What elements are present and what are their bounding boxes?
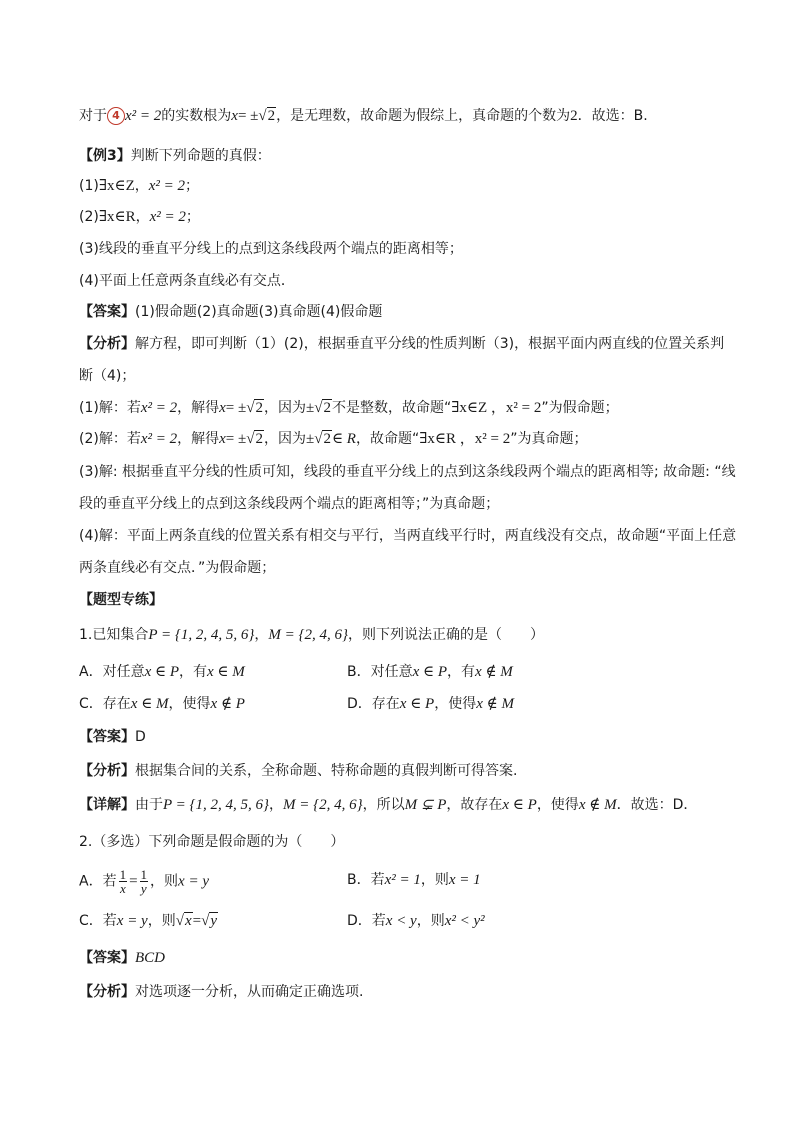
example3-item-4: (4)平面上任意两条直线必有交点． (79, 273, 295, 289)
math-quote-z: ∃x∈Z ，x² = 2 (451, 400, 542, 416)
numerator: 1 (119, 867, 127, 882)
text: ，则 (150, 873, 179, 890)
item-number: (2) (79, 209, 99, 225)
text: ，因为 (263, 431, 306, 447)
math: x² < y² (444, 913, 485, 929)
item-number: (1) (79, 178, 99, 194)
text: ，则 (147, 913, 176, 929)
text: ，解得 (177, 431, 220, 447)
math-quote-r: ∃x∈R ，x² = 2 (419, 431, 511, 447)
math: x = 1 (448, 872, 481, 888)
math-eq-pm: = ± (237, 108, 259, 124)
text: 的实数根为 (161, 108, 232, 124)
math: x < y (385, 913, 417, 929)
math-sqrt-x: x (184, 913, 192, 929)
q2-option-d (347, 911, 485, 931)
sep: ， (134, 178, 149, 194)
text: ，有 (179, 664, 208, 680)
text: C．存在 (79, 696, 131, 712)
sqrt-symbol: √ (201, 913, 210, 929)
solution-1 (79, 398, 619, 418)
example-tag: 【例3】 (79, 148, 131, 164)
fraction-1-over-y (140, 868, 149, 895)
math: x ∈ P (502, 797, 537, 813)
example3-analysis-line-1 (79, 334, 724, 354)
math-sqrt-2: 2 (255, 431, 263, 447)
math-x2eq2: x² = 2 (125, 108, 162, 124)
answer-tag: 【答案】 (79, 729, 135, 745)
text: ．故选：D． (616, 797, 698, 813)
sqrt-symbol: √ (175, 913, 184, 929)
solution-4-line-2: 两条直线必有交点．”为假命题； (79, 560, 276, 576)
math-set-p: P = {1, 2, 4, 5, 6} (163, 797, 270, 813)
text: 不是整数，故命题“ (331, 400, 452, 416)
math-subset: M ⊊ P (404, 797, 447, 813)
q1-option-c (79, 694, 245, 714)
math: x = y (178, 873, 209, 890)
solution-3-line-2: 段的垂直平分线上的点到这条线段两个端点的距离相等；”为真命题； (79, 496, 500, 512)
math-exists-r: ∃x∈R (98, 209, 136, 225)
answer-text: BCD (135, 950, 165, 966)
text: ，使得 (536, 797, 579, 813)
solution-2 (79, 429, 587, 449)
equals: = (192, 913, 202, 929)
answer-text: (1)假命题(2)真命题(3)真命题(4)假命题 (135, 304, 383, 320)
math: x ∉ M (475, 664, 513, 680)
fraction-1-over-x (119, 868, 128, 895)
text: ，则 (420, 872, 449, 888)
text: ，故存在 (446, 797, 503, 813)
text: ，是无理数，故命题为假综上，真命题的个数为 (276, 108, 571, 124)
example3-answer (79, 302, 382, 322)
math: x ∉ P (210, 696, 245, 712)
analysis-text: 解方程，即可判断（1）(2)，根据垂直平分线的性质判断（3)，根据平面内两直线的位置关系判 (135, 336, 725, 352)
text: ，有 (447, 664, 476, 680)
detail-tag: 【详解】 (79, 797, 135, 813)
math-set-m: M = {2, 4, 6} (268, 627, 348, 643)
math-exists-z: ∃x∈Z (98, 178, 135, 194)
text: ， (269, 797, 284, 813)
math: x² = 1 (384, 872, 421, 888)
text: (1)解：若 (79, 400, 141, 416)
analysis-tag: 【分析】 (79, 984, 135, 1000)
math-sqrt-2: 2 (255, 400, 263, 416)
math-x2eq2: x² = 2 (149, 209, 186, 225)
math-eq-pm: = ± (225, 400, 247, 416)
text: ， (254, 627, 269, 643)
q2-analysis (79, 982, 363, 1002)
math-x: x (219, 431, 226, 447)
intro-line (79, 106, 648, 126)
sqrt-symbol: √ (246, 431, 255, 447)
text: 对于 (79, 108, 107, 124)
math-x2eq2: x² = 2 (140, 431, 178, 447)
answer-tag: 【答案】 (79, 304, 135, 320)
q1-answer (79, 727, 146, 747)
answer-text: D (135, 729, 146, 745)
count-value: 2 (570, 108, 578, 124)
text: ，所以 (362, 797, 405, 813)
math-sqrt-2: 2 (267, 108, 276, 124)
circled-number-4: 4 (107, 107, 125, 125)
example3-item-1: (1)∃x∈Z，x² = 2； (79, 178, 200, 194)
denominator: x (119, 881, 126, 896)
practice-heading: 【题型专练】 (79, 592, 163, 608)
math-set-m: M = {2, 4, 6} (283, 797, 363, 813)
q1-analysis (79, 761, 517, 781)
denominator: y (140, 881, 147, 896)
math-eq-pm: = ± (225, 431, 247, 447)
analysis-text: 根据集合间的关系，全称命题、特称命题的真假判断可得答案. (135, 763, 518, 779)
math-in-r: ∈ R (331, 431, 356, 447)
math-pm: ± (305, 431, 315, 447)
q2-stem: 2.（多选）下列命题是假命题的为（ ） (79, 834, 345, 850)
text: ”为真命题； (510, 431, 588, 447)
math-x: x (219, 400, 226, 416)
text: (2)解：若 (79, 431, 141, 447)
analysis-tag: 【分析】 (79, 336, 135, 352)
math-set-p: P = {1, 2, 4, 5, 6} (148, 627, 255, 643)
math: x ∈ P (412, 664, 448, 680)
math-x2eq2: x² = 2 (148, 178, 186, 194)
math-sqrt-2: 2 (323, 400, 331, 416)
math: x ∉ M (476, 696, 514, 712)
text: ，因为 (263, 400, 306, 416)
q1-detail (79, 795, 697, 815)
text: ，则下列说法正确的是（ ） (348, 627, 544, 643)
text: B．若 (347, 872, 385, 888)
math: x = y (116, 913, 148, 929)
text: ，使得 (168, 696, 211, 712)
math: x ∈ M (207, 664, 245, 680)
text: A．对任意 (79, 664, 145, 680)
example3-heading (79, 146, 271, 166)
text: B．对任意 (347, 664, 413, 680)
text: ，使得 (434, 696, 477, 712)
math-x2eq2: x² = 2 (140, 400, 178, 416)
math: x ∈ P (144, 664, 180, 680)
math-sqrt-2: 2 (323, 431, 331, 447)
answer-tag: 【答案】 (79, 950, 135, 966)
text: A．若 (79, 873, 117, 890)
q1-option-b (347, 662, 513, 682)
analysis-text: 对选项逐一分析，从而确定正确选项. (135, 984, 364, 1000)
sqrt-symbol: √ (258, 108, 267, 124)
math: x ∉ M (578, 797, 617, 813)
text: C．若 (79, 913, 117, 929)
text: 由于 (135, 797, 163, 813)
sqrt-symbol: √ (314, 431, 323, 447)
q2-answer (79, 948, 165, 968)
q1-option-a (79, 662, 245, 682)
q2-option-a (79, 868, 209, 895)
math: x ∈ P (399, 696, 435, 712)
equals: = (129, 873, 138, 890)
q2-option-c (79, 911, 218, 931)
text: D．存在 (347, 696, 400, 712)
text: D．若 (347, 913, 386, 929)
math-pm: ± (305, 400, 315, 416)
text: ，解得 (177, 400, 220, 416)
example3-analysis-line-2: 断（4)； (79, 368, 136, 384)
text: 1.已知集合 (79, 627, 149, 643)
q2-option-b (347, 870, 481, 890)
example3-item-2: (2)∃x∈R，x² = 2； (79, 209, 200, 225)
text: ，则 (416, 913, 445, 929)
q1-option-d (347, 694, 514, 714)
example3-item-3: (3)线段的垂直平分线上的点到这条线段两个端点的距离相等； (79, 241, 463, 257)
text: ”为假命题； (541, 400, 619, 416)
text: ．故选：B. (577, 108, 648, 124)
sqrt-symbol: √ (314, 400, 323, 416)
math-sqrt-y: y (210, 913, 217, 929)
solution-4-line-1: (4)解：平面上两条直线的位置关系有相交与平行，当两直线平行时，两直线没有交点，故命题“平面上任意 (79, 528, 737, 544)
analysis-tag: 【分析】 (79, 763, 135, 779)
example-title: 判断下列命题的真假： (130, 148, 271, 164)
sep: ， (135, 209, 150, 225)
numerator: 1 (140, 867, 148, 882)
sqrt-symbol: √ (246, 400, 255, 416)
solution-3-line-1: (3)解: 根据垂直平分线的性质可知，线段的垂直平分线上的点到这条线段两个端点的距离相等; 故命题: “线 (79, 464, 736, 480)
math-x: x (231, 108, 238, 124)
q1-stem (79, 625, 544, 645)
math: x ∈ M (130, 696, 169, 712)
text: ，故命题“ (355, 431, 420, 447)
